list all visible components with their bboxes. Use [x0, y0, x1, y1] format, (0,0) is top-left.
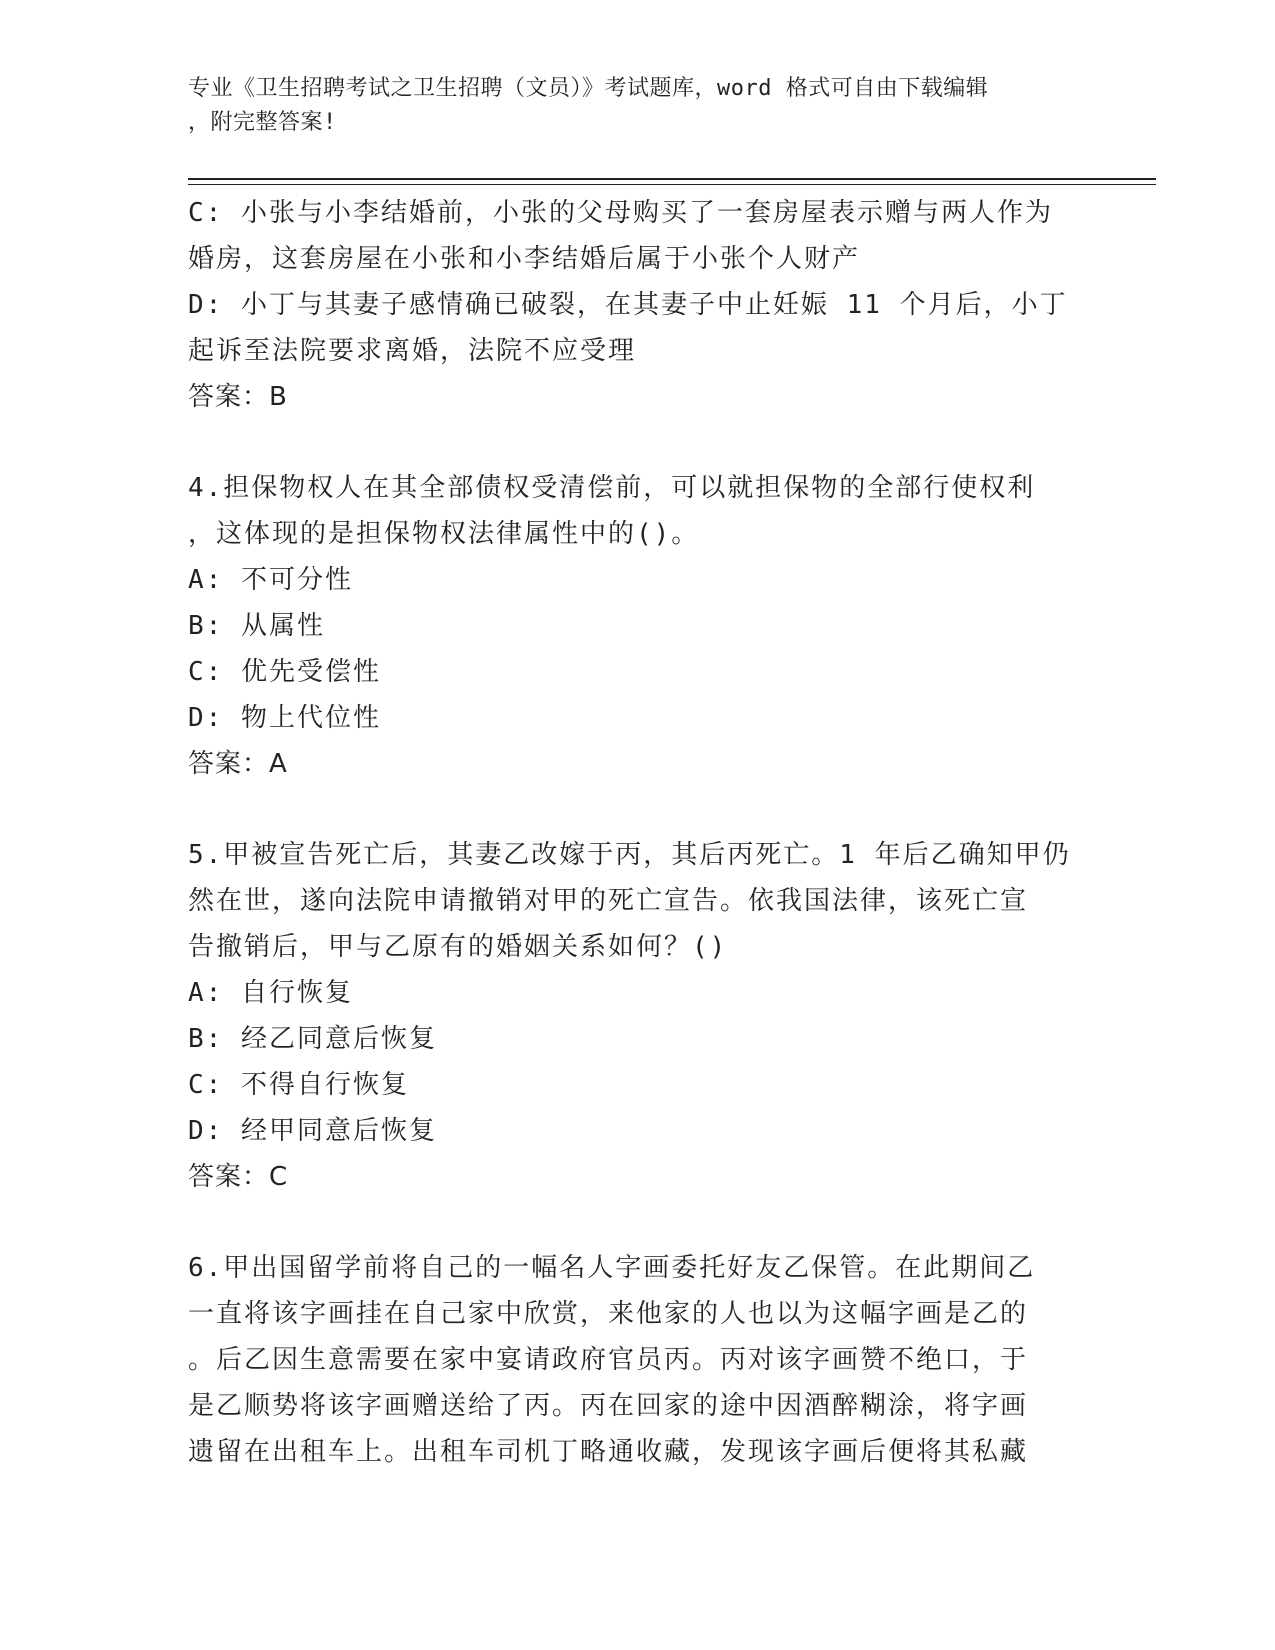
question-5: [188, 832, 1088, 1200]
question-stem-line: 一直将该字画挂在自己家中欣赏，来他家的人也以为这幅字画是乙的: [188, 1299, 1029, 1329]
answer-label: 答案：A: [188, 749, 288, 779]
question-stem-line: 然在世，遂向法院申请撤销对甲的死亡宣告。依我国法律，该死亡宣: [188, 886, 1029, 916]
option-a: A: 自行恢复: [188, 978, 353, 1008]
option-b: B: 从属性: [188, 611, 325, 641]
header-divider-thick: [188, 178, 1156, 180]
prev-question: [188, 190, 1088, 420]
question-stem-line: 6.甲出国留学前将自己的一幅名人字画委托好友乙保管。在此期间乙: [188, 1253, 1036, 1283]
question-stem-line: 5.甲被宣告死亡后，其妻乙改嫁于丙，其后丙死亡。1 年后乙确知甲仍: [188, 840, 1071, 870]
option-b: B: 经乙同意后恢复: [188, 1024, 437, 1054]
answer-label: 答案：C: [188, 1162, 289, 1192]
question-stem-line: 告撤销后，甲与乙原有的婚姻关系如何？(): [188, 932, 728, 962]
header-divider-thin: [188, 184, 1156, 185]
option-d: D: 经甲同意后恢复: [188, 1116, 437, 1146]
header-line-1: 专业《卫生招聘考试之卫生招聘（文员）》考试题库，word 格式可自由下载编辑: [188, 76, 989, 101]
option-d-line-2: 起诉至法院要求离婚，法院不应受理: [188, 336, 637, 366]
question-stem-line: 遗留在出租车上。出租车司机丁略通收藏，发现该字画后便将其私藏: [188, 1437, 1029, 1467]
question-stem-line: 。后乙因生意需要在家中宴请政府官员丙。丙对该字画赞不绝口，于: [188, 1345, 1029, 1375]
question-4: [188, 465, 1088, 787]
document-body: [188, 190, 1088, 1475]
header-line-2: ，附完整答案!: [188, 110, 337, 135]
option-c-line-2: 婚房，这套房屋在小张和小李结婚后属于小张个人财产: [188, 244, 861, 274]
question-stem-line: 是乙顺势将该字画赠送给了丙。丙在回家的途中因酒醉糊涂，将字画: [188, 1391, 1029, 1421]
document-header: [188, 72, 1078, 140]
option-c-line-1: C: 小张与小李结婚前，小张的父母购买了一套房屋表示赠与两人作为: [188, 198, 1053, 228]
question-stem-line: 4.担保物权人在其全部债权受清偿前，可以就担保物的全部行使权利: [188, 473, 1036, 503]
option-c: C: 优先受偿性: [188, 657, 381, 687]
answer-label: 答案：B: [188, 382, 288, 412]
option-c: C: 不得自行恢复: [188, 1070, 409, 1100]
option-d: D: 物上代位性: [188, 703, 381, 733]
option-d-line-1: D: 小丁与其妻子感情确已破裂，在其妻子中止妊娠 11 个月后，小丁: [188, 290, 1068, 320]
question-6: [188, 1245, 1088, 1475]
question-stem-line: ，这体现的是担保物权法律属性中的()。: [188, 519, 700, 549]
option-a: A: 不可分性: [188, 565, 353, 595]
